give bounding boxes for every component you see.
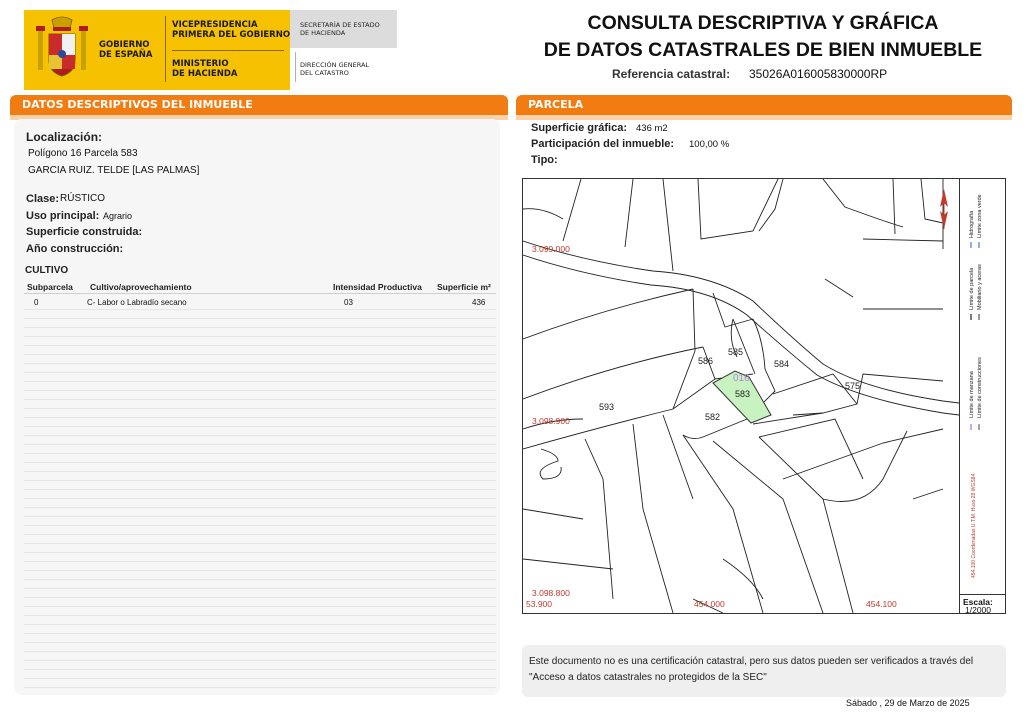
page-title: CONSULTA DESCRIPTIVA Y GRÁFICA DE DATOS CATASTRALES DE BIEN INMUEBLE xyxy=(543,12,983,61)
table-row-line xyxy=(24,525,496,526)
table-row-line xyxy=(24,363,496,364)
legend-zona-verde: Límite zona verde xyxy=(977,194,983,238)
header-divider xyxy=(165,16,166,82)
table-row-line xyxy=(24,372,496,373)
cell-superficie: 436 xyxy=(472,298,486,307)
cell-subparcela: 0 xyxy=(34,298,39,307)
parcel-label-593: 593 xyxy=(599,402,615,412)
localizacion-line2: GARCIA RUIZ. TELDE [LAS PALMAS] xyxy=(28,165,200,176)
table-row-line xyxy=(24,354,496,355)
localizacion-label: Localización: xyxy=(26,130,103,144)
datos-descriptivos-header: DATOS DESCRIPTIVOS DEL INMUEBLE xyxy=(10,95,508,115)
escala-divider xyxy=(959,594,1006,595)
superficie-grafica-label: Superficie gráfica: xyxy=(531,122,627,134)
table-row-line xyxy=(24,507,496,508)
table-row-line xyxy=(24,588,496,589)
table-row-line xyxy=(24,471,496,472)
uso-label: Uso principal: xyxy=(26,210,100,222)
table-row-line xyxy=(24,498,496,499)
legend-limite-parcela: Límite de parcela xyxy=(969,267,975,310)
legend-mobiliario: Mobiliario y aceras xyxy=(977,264,983,310)
document-date: Sábado , 29 de Marzo de 2025 xyxy=(846,698,970,708)
coord-y-3098900: 3.098.900 xyxy=(532,416,570,426)
superficie-construida-label: Superficie construida: xyxy=(26,226,143,238)
escala-value: 1/2000 xyxy=(965,605,991,615)
secretaria-text: SECRETARÍA DE ESTADO DE HACIENDA xyxy=(300,21,380,37)
table-row-line xyxy=(24,390,496,391)
participacion-value: 100,00 % xyxy=(689,139,730,150)
table-row-line xyxy=(24,336,496,337)
table-row-line xyxy=(24,516,496,517)
parcel-label-585: 585 xyxy=(728,347,744,357)
coord-x-454000: 454.000 xyxy=(694,599,725,609)
table-row-line xyxy=(24,543,496,544)
table-row-line xyxy=(24,669,496,670)
table-row-line xyxy=(24,615,496,616)
parcel-label-586: 586 xyxy=(698,356,714,366)
legend-manzana: Límite de manzana xyxy=(969,371,975,418)
escala-label: Escala: xyxy=(963,597,993,607)
parcel-label-583: 583 xyxy=(735,389,751,399)
column-header-subparcela: Subparcela xyxy=(27,282,73,292)
table-row-line xyxy=(24,687,496,688)
localizacion-line1: Polígono 16 Parcela 583 xyxy=(28,148,138,159)
table-row-line xyxy=(24,408,496,409)
header-divider-horizontal xyxy=(172,50,284,51)
cell-intensidad: 03 xyxy=(344,298,353,307)
clase-label: Clase: xyxy=(26,193,60,205)
parcel-label-575: 575 xyxy=(845,381,861,391)
table-row-line xyxy=(24,651,496,652)
uso-value: Agrario xyxy=(103,211,133,221)
vicepresidencia-text: VICEPRESIDENCIA PRIMERA DEL GOBIERNO xyxy=(172,20,291,40)
table-row-line xyxy=(24,579,496,580)
bar-shadow xyxy=(516,115,1012,120)
parcel-label-582: 582 xyxy=(705,412,721,422)
table-row-line xyxy=(24,480,496,481)
parcel-label-016: 016 xyxy=(733,373,750,384)
table-row-line xyxy=(24,318,496,319)
table-row-line xyxy=(24,453,496,454)
table-row-line xyxy=(24,678,496,679)
gobierno-text: GOBIERNO DE ESPAÑA xyxy=(99,40,153,60)
coord-y-3099000: 3.099.000 xyxy=(532,244,570,254)
clase-value: RÚSTICO xyxy=(60,193,105,204)
referencia-value: 35026A016005830000RP xyxy=(749,67,888,81)
table-row-line xyxy=(24,426,496,427)
parcel-label-584: 584 xyxy=(774,359,790,369)
table-row-line xyxy=(24,534,496,535)
grey-divider xyxy=(295,52,296,82)
table-row-line xyxy=(24,552,496,553)
table-row-line xyxy=(24,561,496,562)
table-row-line xyxy=(24,606,496,607)
legend-construcciones: Límite de construcciones xyxy=(977,357,983,418)
disclaimer-text: Este documento no es una certificación catastral, pero sus datos pueden ser verificados a través del "Acceso a datos catastrales no protegidos de la SEC" xyxy=(529,656,974,683)
table-row-line xyxy=(24,399,496,400)
column-header-cultivo: Cultivo/aprovechamiento xyxy=(90,282,192,292)
table-row-line xyxy=(24,462,496,463)
table-row-line xyxy=(24,381,496,382)
legend-hidrografia: Hidrografía xyxy=(969,210,975,238)
table-row-line xyxy=(24,570,496,571)
referencia-label: Referencia catastral: xyxy=(612,67,731,81)
legend-coords: 454.100 Coordenadas U.T.M. Huso 28 WGS84 xyxy=(971,473,977,578)
table-row-line xyxy=(24,309,496,310)
table-row-line xyxy=(24,633,496,634)
table-row-line xyxy=(24,327,496,328)
coord-x-53900: 53.900 xyxy=(526,599,552,609)
ministerio-text: MINISTERIO DE HACIENDA xyxy=(172,59,238,79)
table-row-line xyxy=(24,660,496,661)
table-row-line xyxy=(24,597,496,598)
participacion-label: Participación del inmueble: xyxy=(531,138,675,150)
table-row-line xyxy=(24,642,496,643)
table-row-line xyxy=(24,444,496,445)
cultivo-title: CULTIVO xyxy=(25,265,69,276)
superficie-grafica-value: 436 m2 xyxy=(636,123,668,134)
map-legend xyxy=(961,180,1005,592)
coord-x-454100: 454.100 xyxy=(866,599,897,609)
table-row-line xyxy=(24,489,496,490)
table-row-line xyxy=(24,345,496,346)
descriptive-data-panel xyxy=(14,119,500,695)
cell-cultivo: C- Labor o Labradío secano xyxy=(87,298,187,307)
direccion-text: DIRECCIÓN GENERAL DEL CATASTRO xyxy=(300,61,370,77)
coat-of-arms-icon xyxy=(34,16,90,82)
parcela-header: PARCELA xyxy=(516,95,1012,115)
cadastral-map[interactable] xyxy=(522,178,1006,614)
column-header-superficie: Superficie m² xyxy=(437,282,491,292)
table-header-line xyxy=(24,293,496,294)
table-row-line xyxy=(24,624,496,625)
legend-divider xyxy=(959,178,960,614)
column-header-intensidad: Intensidad Productiva xyxy=(333,282,422,292)
table-row-line xyxy=(24,417,496,418)
coord-y-3098800: 3.098.800 xyxy=(532,588,570,598)
table-row-line xyxy=(24,435,496,436)
tipo-label: Tipo: xyxy=(531,154,558,166)
anio-construccion-label: Año construcción: xyxy=(26,243,124,255)
